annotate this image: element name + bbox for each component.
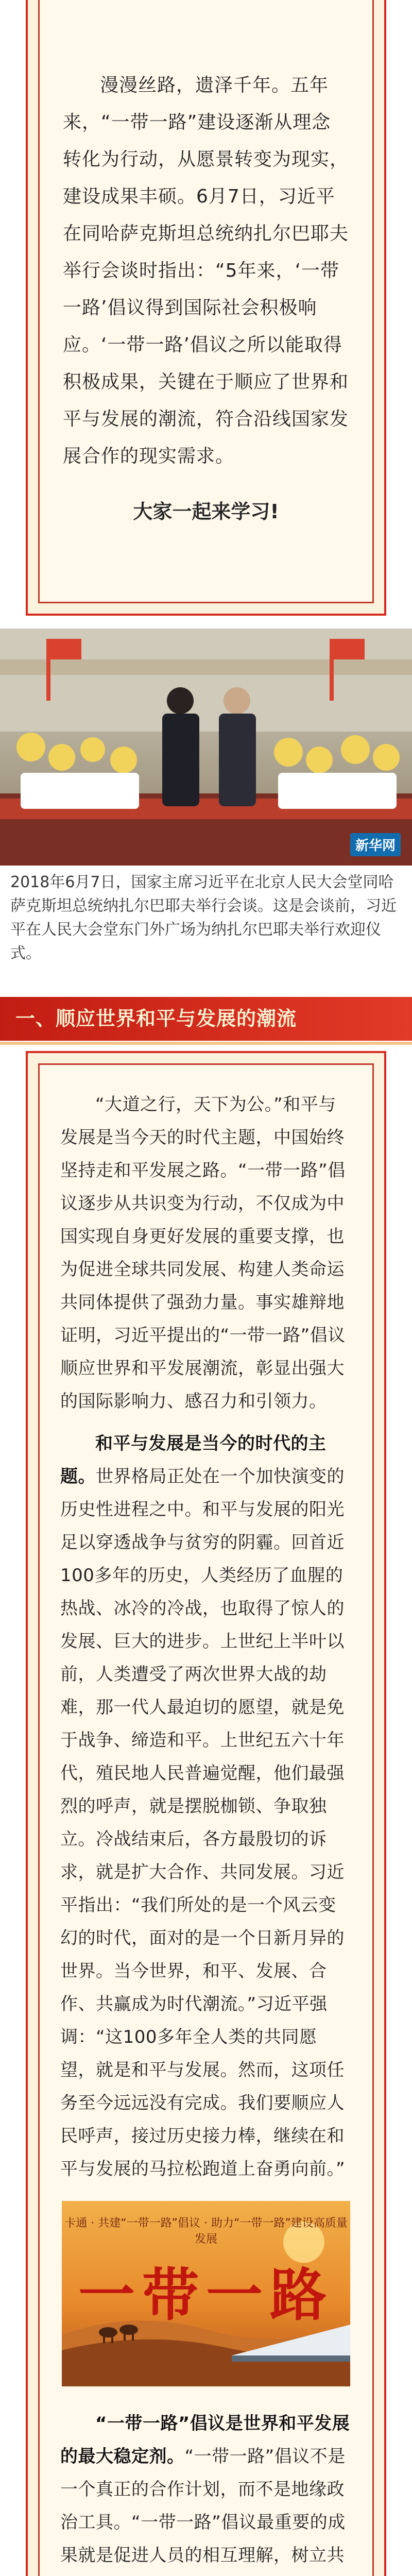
photo-illustration (0, 629, 412, 866)
section-title: 一、顺应世界和平与发展的潮流 (15, 1007, 297, 1030)
photo-caption: 2018年6月7日，国家主席习近平在北京人民大会堂同哈萨克斯坦总统纳扎尔巴耶夫举行会谈。这是会谈前，习近平在人民大会堂东门外广场为纳扎尔巴耶夫举行欢迎仪式。 (10, 873, 397, 962)
banner-subtitle: 卡通 · 共建“一带一路”倡议 · 助力“一带一路”建设高质量发展 (64, 2217, 348, 2246)
paragraph-3-body: “一带一路”倡议不是一个真正的合作计划，而不是地缘政治工具。“一带一路”倡议最重要的成果就是促进人员的相互理解，树立共 (60, 2446, 346, 2566)
paragraph-2 (60, 1427, 352, 2185)
body-frame (26, 1051, 386, 2576)
paragraph-2-body: 世界格局正处在一个加快演变的历史性进程之中。和平与发展的阳光足以穿透战争与贫穷的阴霾。回首近100多年的历史，人类经历了血腥的热战、冰冷的冷战，也取得了惊人的发展、巨大的进步。上世纪上半叶以前，人类遭受了两次世界大战的劫难，那一代人最迫切的愿望，就是免于战争、缔造和平。上世纪五六十年代，殖民地人民普遍觉醒，他们最强烈的呼声，就是摆脱枷锁、争取独立。冷战结束后，各方最殷切的诉求，就是扩大合作、共同发展。习近平指出：“我们所处的是一个风云变幻的时代，面对的是一个日新月异的世界。当今世界，和平、发展、合作、共赢成为时代潮流。”习近平强调：“这100多年全人类的共同愿望，就是和平与发展。然而，这项任务至今远远没有完成。我们要顺应人民呼声，接过历史接力棒，继续在和平与发展的马拉松跑道上奋勇向前。” (60, 1466, 346, 2179)
intro-inner-box (38, 0, 374, 603)
section-header (0, 997, 412, 1041)
belt-and-road-banner (62, 2201, 350, 2386)
paragraph-1: “大道之行，天下为公。”和平与发展是当今天的时代主题，中国始终坚持走和平发展之路。“一带一路”倡议逐步从共识变为行动，不仅成为中国实现自身更好发展的重要支撑，也为促进全球共同发展、构建人类命运共同体提供了强劲力量。事实雄辩地证明，习近平提出的“一带一路”倡议顺应世界和平发展潮流，彰显出强大的国际影响力、感召力和引领力。 (60, 1094, 346, 1412)
intro-frame (26, 0, 386, 616)
photo-watermark: 新华网 (350, 833, 401, 856)
banner-title: 一带一路 (78, 2262, 334, 2328)
news-photo (0, 629, 412, 866)
study-together-line: 大家一起来学习! (133, 500, 279, 523)
section-header-stripe (0, 1042, 412, 1045)
paragraph-2-lead: 和平与发展是当今的时代的主题。 (60, 1433, 327, 1487)
paragraph-3 (60, 2407, 352, 2576)
intro-paragraph: 漫漫丝路，遗泽千年。五年来，“一带一路”建设逐渐从理念转化为行动，从愿景转变为现实，建设成果丰硕。6月7日，习近平在同哈萨克斯坦总统纳扎尔巴耶夫举行会谈时指出：“5年来，‘一带一路’倡议得到国际社会积极响应。‘一带一路’倡议之所以能取得积极成果，关键在于顺应了世界和平与发展的潮流，符合沿线国家发展合作的现实需求。 (63, 75, 349, 467)
body-inner-box (38, 1063, 374, 2576)
paragraph-3-lead: “一带一路”倡议是世界和平发展的最大稳定剂。 (60, 2413, 350, 2467)
